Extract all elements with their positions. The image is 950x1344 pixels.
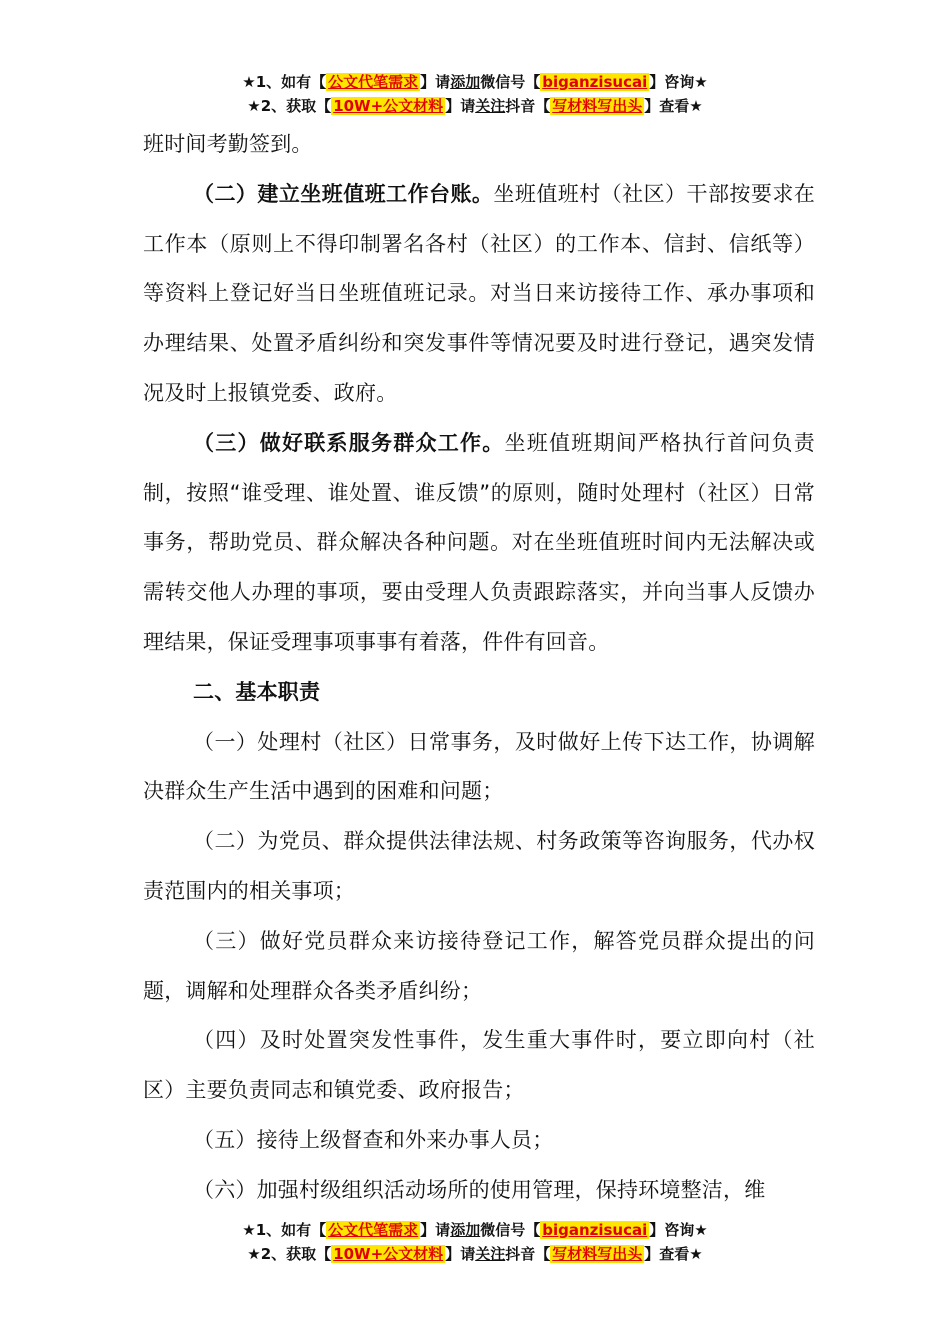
- section-title: 二、基本职责: [193, 679, 321, 704]
- header-banner: [0, 70, 950, 118]
- paragraph-service: （三）做好联系服务群众工作。坐班值班期间严格执行首问负责制，按照“谁受理、谁处置、谁反馈”的原则，随时处理村（社区）日常事务，帮助党员、群众解决各种问题。对在坐班值班时间内无法解决或需转交他人办理的事项，要由受理人负责跟踪落实，并向当事人反馈办理结果，保证受理事项事事有着落，件件有回音。: [143, 430, 815, 654]
- paragraph-ledger: （二）建立坐班值班工作台账。坐班值班村（社区）干部按要求在工作本（原则上不得印制署名各村（社区）的工作本、信封、信纸等）等资料上登记好当日坐班值班记录。对当日来访接待工作、承办事项和办理结果、处置矛盾纠纷和突发事件等情况要及时进行登记，遇突发情况及时上报镇党委、政府。: [143, 181, 815, 405]
- highlight-materials: 10W+公文材料: [333, 1245, 444, 1263]
- paragraph-heading: （二）建立坐班值班工作台账。: [193, 181, 494, 206]
- document-body: [143, 120, 815, 1216]
- highlight-service: 公文代笔需求: [328, 73, 419, 91]
- paragraph-continuation: 班时间考勤签到。: [143, 132, 313, 156]
- highlight-wechat-id: biganzisucai: [542, 1221, 648, 1239]
- highlight-douyin-account: 写材料写出头: [552, 97, 643, 115]
- duty-item-2: （二）为党员、群众提供法律法规、村务政策等咨询服务，代办权责范围内的相关事项；: [143, 829, 815, 903]
- highlight-service: 公文代笔需求: [328, 1221, 419, 1239]
- highlight-wechat-id: biganzisucai: [542, 73, 648, 91]
- duty-item-4: （四）及时处置突发性事件，发生重大事件时，要立即向村（社区）主要负责同志和镇党委、政府报告；: [143, 1028, 815, 1103]
- banner-line-1: ★1、如有【 公文代笔需求 】请添加微信号【 biganzisucai 】咨询★: [242, 1221, 708, 1239]
- duty-item-1: （一）处理村（社区）日常事务，及时做好上传下达工作，协调解决群众生产生活中遇到的困难和问题；: [143, 729, 815, 804]
- duty-item-3: （三）做好党员群众来访接待登记工作，解答党员群众提出的问题，调解和处理群众各类矛盾纠纷；: [143, 928, 815, 1003]
- banner-line-2: ★2、获取【 10W+公文材料 】请关注抖音【 写材料写出头 】查看★: [247, 1245, 703, 1263]
- duty-item-6: （六）加强村级组织活动场所的使用管理，保持环境整洁，维: [193, 1177, 766, 1202]
- banner-line-2: ★2、获取【 10W+公文材料 】请关注抖音【 写材料写出头 】查看★: [247, 97, 703, 115]
- footer-banner: [0, 1218, 950, 1266]
- paragraph-heading: （三）做好联系服务群众工作。: [193, 430, 505, 455]
- highlight-douyin-account: 写材料写出头: [552, 1245, 643, 1263]
- highlight-materials: 10W+公文材料: [333, 97, 444, 115]
- banner-line-1: ★1、如有【 公文代笔需求 】请添加微信号【 biganzisucai 】咨询★: [242, 73, 708, 91]
- duty-item-5: （五）接待上级督查和外来办事人员；: [193, 1127, 554, 1152]
